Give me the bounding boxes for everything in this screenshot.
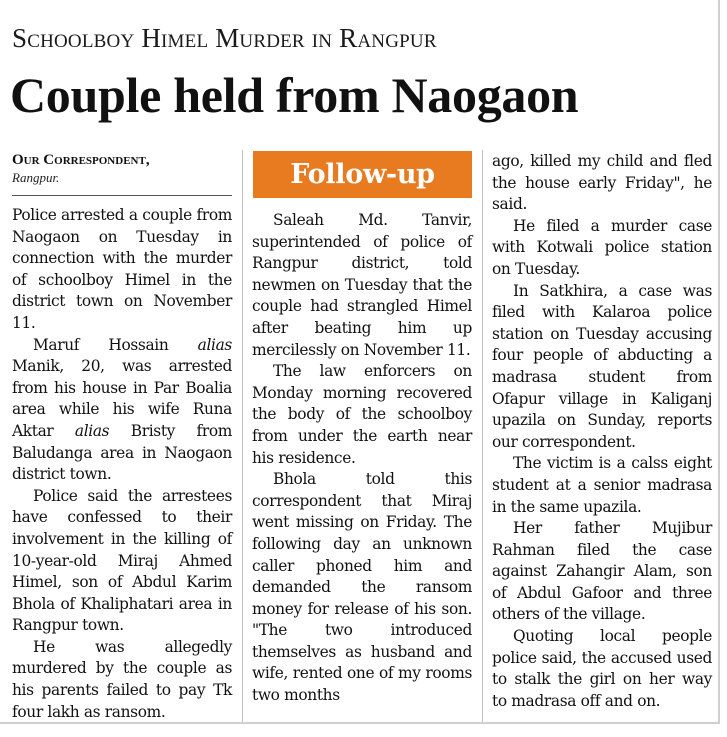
byline-name: Our Correspondent, bbox=[12, 152, 150, 168]
byline-place: Rangpur. bbox=[12, 170, 60, 185]
article-column-3 bbox=[492, 151, 712, 712]
follow-up-label: Follow-up bbox=[253, 151, 472, 198]
paragraph: The victim is a calss eight student at a senior madrasa in the same upazila. bbox=[492, 454, 712, 516]
paragraph: Police said the arrestees have confessed to their involvement in the killing of 10-year-old Miraj Ahmed Himel, son of Abdul Karim Bhola of Khaliphatari area in Rangpur town. bbox=[12, 486, 232, 635]
main-headline: Couple held from Naogaon bbox=[10, 67, 579, 123]
text-run: Bristy from Baludanga area in Naogaon district town. bbox=[12, 421, 232, 484]
paragraph: He filed a murder case with Kotwali police station on Tuesday. bbox=[492, 216, 712, 278]
article-column-2 bbox=[252, 210, 472, 707]
column-divider-2 bbox=[482, 150, 483, 722]
paragraph: Police arrested a couple from Naogaon on Tuesday in connection with the murder of schoolboy Himel in the district town on November 11. bbox=[12, 206, 232, 332]
column-divider-1 bbox=[242, 150, 243, 722]
byline-divider bbox=[12, 195, 232, 196]
article-column-1 bbox=[12, 205, 232, 723]
text-run: Manik, 20, was arrested from his house in Par Boalia area while his wife Runa Aktar bbox=[12, 357, 232, 440]
paragraph: He was allegedly murdered by the couple as his parents failed to pay Tk four lakh as ransom. bbox=[12, 637, 232, 721]
paragraph: The law enforcers on Monday morning recovered the body of the schoolboy from under the earth near his residence. bbox=[252, 362, 472, 467]
paragraph: ago, killed my child and fled the house early Friday", he said. bbox=[492, 152, 712, 214]
paragraph: Bhola told this correspondent that Miraj went missing on Friday. The following day an unknown caller phoned him and demanded the ransom money for release of his son. "The two introduced themselves as husband and wife, rented one of my rooms two months bbox=[252, 470, 472, 705]
paragraph: Quoting local people police said, the accused used to stalk the girl on her way to madrasa off and on. bbox=[492, 627, 712, 710]
paragraph: Her father Mujibur Rahman filed the case against Zahangir Alam, son of Abdul Gafoor and three others of the village. bbox=[492, 519, 712, 624]
italic-run: alias bbox=[74, 421, 110, 440]
text-run: Maruf Hossain bbox=[33, 335, 198, 354]
paragraph: In Satkhira, a case was filed with Kalaroa police station on Tuesday accusing four people of abducting a madrasa student from Ofapur village in Kaliganj upazila on Sunday, reports our correspondent. bbox=[492, 281, 712, 451]
paragraph bbox=[12, 335, 232, 486]
italic-run: alias bbox=[197, 335, 232, 354]
paragraph: Saleah Md. Tanvir, superintended of police of Rangpur district, told newmen on Tuesday that the couple had strangled Himel after beating him up mercilessly on November 11. bbox=[252, 211, 472, 359]
kicker-headline: Schoolboy Himel Murder in Rangpur bbox=[12, 23, 437, 53]
